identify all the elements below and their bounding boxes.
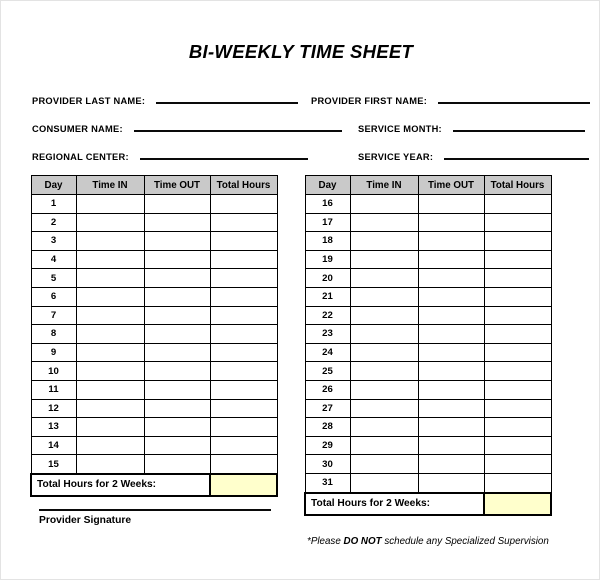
cell-time-out[interactable]: [144, 418, 210, 437]
cell-total-hours[interactable]: [210, 399, 277, 418]
cell-time-out[interactable]: [144, 325, 210, 344]
cell-time-out[interactable]: [418, 306, 484, 325]
cell-total-hours[interactable]: [210, 306, 277, 325]
cell-day: 26: [305, 380, 350, 399]
cell-day: 4: [31, 250, 76, 269]
field-provider-first-name: [311, 93, 590, 106]
cell-time-out[interactable]: [144, 380, 210, 399]
cell-day: 14: [31, 436, 76, 455]
cell-time-in[interactable]: [76, 399, 144, 418]
cell-day: 6: [31, 287, 76, 306]
field-regional-center-input[interactable]: [140, 149, 308, 160]
cell-time-out[interactable]: [144, 269, 210, 288]
cell-time-in[interactable]: [350, 380, 418, 399]
cell-time-out[interactable]: [418, 436, 484, 455]
cell-time-in[interactable]: [350, 418, 418, 437]
column-header-total-hours: Total Hours: [210, 176, 277, 195]
cell-total-hours[interactable]: [210, 250, 277, 269]
cell-total-hours[interactable]: [484, 325, 551, 344]
field-service-year-input[interactable]: [444, 149, 589, 160]
cell-time-in[interactable]: [76, 232, 144, 251]
cell-time-out[interactable]: [418, 473, 484, 492]
field-provider-last-name-input[interactable]: [156, 93, 298, 104]
cell-day: 30: [305, 455, 350, 474]
cell-total-hours[interactable]: [484, 455, 551, 474]
cell-time-out[interactable]: [418, 418, 484, 437]
cell-time-out[interactable]: [144, 250, 210, 269]
cell-total-hours[interactable]: [484, 436, 551, 455]
table-body-first-half: [31, 195, 277, 474]
table-row: [305, 250, 551, 269]
table-row: [305, 306, 551, 325]
table-row: [305, 399, 551, 418]
cell-time-in[interactable]: [76, 343, 144, 362]
table-row: [31, 287, 277, 306]
cell-time-in[interactable]: [350, 436, 418, 455]
page-title: BI-WEEKLY TIME SHEET: [188, 41, 414, 62]
table-row: [305, 418, 551, 437]
cell-day: 13: [31, 418, 76, 437]
footer-note-suffix: schedule any Specialized Supervision: [384, 536, 549, 547]
table-row: [305, 455, 551, 474]
cell-total-hours[interactable]: [210, 380, 277, 399]
footer-note-emphasis: DO NOT: [343, 536, 382, 547]
cell-total-hours[interactable]: [484, 195, 551, 214]
cell-day: 20: [305, 269, 350, 288]
cell-day: 10: [31, 362, 76, 381]
cell-day: 21: [305, 287, 350, 306]
cell-time-in[interactable]: [350, 325, 418, 344]
table-row: [31, 380, 277, 399]
timesheet-table-first-half: [30, 175, 278, 497]
table-row: [31, 306, 277, 325]
cell-day: 29: [305, 436, 350, 455]
table-row: [31, 343, 277, 362]
table-row: [31, 213, 277, 232]
cell-time-in[interactable]: [76, 436, 144, 455]
field-regional-center-label: REGIONAL CENTER:: [32, 152, 129, 162]
cell-day: 22: [305, 306, 350, 325]
cell-total-hours[interactable]: [484, 418, 551, 437]
table-row: [305, 213, 551, 232]
cell-time-in[interactable]: [350, 195, 418, 214]
table-row: [305, 436, 551, 455]
cell-time-in[interactable]: [76, 362, 144, 381]
cell-time-out[interactable]: [418, 213, 484, 232]
column-header-time-in: Time IN: [350, 176, 418, 195]
field-service-month-label: SERVICE MONTH:: [358, 124, 442, 134]
column-header-time-out: Time OUT: [418, 176, 484, 195]
cell-day: 18: [305, 232, 350, 251]
cell-time-in[interactable]: [350, 213, 418, 232]
column-header-total-hours: Total Hours: [484, 176, 551, 195]
cell-time-out[interactable]: [418, 343, 484, 362]
total-value-second-half[interactable]: [484, 493, 551, 515]
field-consumer-name-label: CONSUMER NAME:: [32, 124, 123, 134]
cell-total-hours[interactable]: [484, 287, 551, 306]
cell-time-in[interactable]: [350, 455, 418, 474]
cell-time-in[interactable]: [76, 287, 144, 306]
cell-total-hours[interactable]: [484, 213, 551, 232]
cell-day: 9: [31, 343, 76, 362]
cell-time-out[interactable]: [418, 380, 484, 399]
cell-time-in[interactable]: [76, 213, 144, 232]
table-row: [305, 343, 551, 362]
total-row-first-half: [31, 474, 277, 496]
cell-time-out[interactable]: [144, 399, 210, 418]
cell-time-in[interactable]: [350, 287, 418, 306]
cell-time-out[interactable]: [418, 250, 484, 269]
cell-total-hours[interactable]: [210, 325, 277, 344]
cell-total-hours[interactable]: [484, 399, 551, 418]
cell-time-out[interactable]: [144, 455, 210, 474]
table-row: [305, 325, 551, 344]
column-header-day: Day: [31, 176, 76, 195]
cell-time-out[interactable]: [144, 436, 210, 455]
field-service-month: [358, 121, 585, 134]
cell-time-in[interactable]: [76, 250, 144, 269]
cell-day: 7: [31, 306, 76, 325]
field-regional-center: [32, 149, 308, 162]
cell-day: 19: [305, 250, 350, 269]
table-row: [305, 380, 551, 399]
table-row: [305, 287, 551, 306]
cell-time-in[interactable]: [350, 362, 418, 381]
table-row: [31, 362, 277, 381]
table-row: [31, 269, 277, 288]
cell-day: 27: [305, 399, 350, 418]
cell-time-in[interactable]: [76, 325, 144, 344]
timesheet-table-second-half: [304, 175, 552, 516]
total-value-first-half[interactable]: [210, 474, 277, 496]
cell-time-out[interactable]: [418, 455, 484, 474]
cell-time-out[interactable]: [418, 399, 484, 418]
cell-day: 11: [31, 380, 76, 399]
table-row: [31, 195, 277, 214]
field-service-month-input[interactable]: [453, 121, 585, 132]
cell-time-in[interactable]: [350, 399, 418, 418]
cell-total-hours[interactable]: [210, 418, 277, 437]
field-consumer-name: [32, 121, 342, 134]
cell-time-in[interactable]: [350, 250, 418, 269]
cell-time-in[interactable]: [76, 418, 144, 437]
table-row: [305, 232, 551, 251]
cell-time-out[interactable]: [418, 287, 484, 306]
cell-time-out[interactable]: [144, 287, 210, 306]
cell-total-hours[interactable]: [210, 455, 277, 474]
cell-total-hours[interactable]: [484, 343, 551, 362]
cell-time-out[interactable]: [144, 195, 210, 214]
cell-day: 12: [31, 399, 76, 418]
cell-time-in[interactable]: [76, 195, 144, 214]
table-header-row: [305, 176, 551, 195]
table-row: [31, 436, 277, 455]
cell-time-in[interactable]: [350, 269, 418, 288]
cell-day: 28: [305, 418, 350, 437]
cell-total-hours[interactable]: [484, 250, 551, 269]
cell-total-hours[interactable]: [210, 269, 277, 288]
cell-time-out[interactable]: [144, 213, 210, 232]
cell-total-hours[interactable]: [484, 269, 551, 288]
cell-total-hours[interactable]: [484, 362, 551, 381]
cell-day: 1: [31, 195, 76, 214]
cell-total-hours[interactable]: [484, 473, 551, 492]
field-provider-first-name-input[interactable]: [438, 93, 590, 104]
cell-total-hours[interactable]: [210, 195, 277, 214]
table-row: [305, 362, 551, 381]
cell-day: 23: [305, 325, 350, 344]
cell-time-out[interactable]: [418, 362, 484, 381]
cell-day: 16: [305, 195, 350, 214]
cell-total-hours[interactable]: [484, 232, 551, 251]
cell-day: 8: [31, 325, 76, 344]
table-row: [31, 250, 277, 269]
cell-time-out[interactable]: [144, 343, 210, 362]
total-row-second-half: [305, 493, 551, 515]
cell-time-out[interactable]: [144, 362, 210, 381]
signature-label: Provider Signature: [39, 515, 132, 526]
cell-total-hours[interactable]: [210, 213, 277, 232]
field-provider-last-name: [32, 93, 298, 106]
footer-note-prefix: *Please: [307, 536, 341, 547]
table-row: [305, 269, 551, 288]
cell-time-out[interactable]: [418, 232, 484, 251]
total-label-second-half: Total Hours for 2 Weeks:: [305, 493, 484, 515]
cell-day: 2: [31, 213, 76, 232]
cell-day: 24: [305, 343, 350, 362]
cell-time-out[interactable]: [144, 306, 210, 325]
cell-day: 5: [31, 269, 76, 288]
cell-time-in[interactable]: [350, 343, 418, 362]
footer-note: [307, 536, 549, 547]
cell-time-in[interactable]: [76, 380, 144, 399]
table-row: [305, 473, 551, 492]
column-header-day: Day: [305, 176, 350, 195]
cell-day: 3: [31, 232, 76, 251]
table-row: [31, 455, 277, 474]
table-header-row: [31, 176, 277, 195]
cell-total-hours[interactable]: [210, 343, 277, 362]
cell-day: 25: [305, 362, 350, 381]
field-provider-last-name-label: PROVIDER LAST NAME:: [32, 96, 146, 106]
cell-time-out[interactable]: [418, 325, 484, 344]
cell-total-hours[interactable]: [210, 287, 277, 306]
cell-time-in[interactable]: [76, 269, 144, 288]
cell-total-hours[interactable]: [210, 436, 277, 455]
cell-time-in[interactable]: [350, 306, 418, 325]
table-row: [305, 195, 551, 214]
cell-total-hours[interactable]: [210, 232, 277, 251]
table-row: [31, 399, 277, 418]
field-consumer-name-input[interactable]: [134, 121, 342, 132]
column-header-time-out: Time OUT: [144, 176, 210, 195]
cell-day: 17: [305, 213, 350, 232]
field-service-year: [358, 149, 589, 162]
cell-total-hours[interactable]: [210, 362, 277, 381]
field-service-year-label: SERVICE YEAR:: [358, 152, 434, 162]
cell-day: 31: [305, 473, 350, 492]
column-header-time-in: Time IN: [76, 176, 144, 195]
cell-total-hours[interactable]: [484, 306, 551, 325]
signature-line[interactable]: [39, 509, 271, 511]
cell-time-out[interactable]: [418, 269, 484, 288]
table-body-second-half: [305, 195, 551, 493]
table-row: [31, 325, 277, 344]
table-row: [31, 232, 277, 251]
table-row: [31, 418, 277, 437]
total-label-first-half: Total Hours for 2 Weeks:: [31, 474, 210, 496]
cell-total-hours[interactable]: [484, 380, 551, 399]
cell-time-in[interactable]: [350, 473, 418, 492]
cell-time-out[interactable]: [144, 232, 210, 251]
cell-day: 15: [31, 455, 76, 474]
cell-time-in[interactable]: [350, 232, 418, 251]
cell-time-in[interactable]: [76, 455, 144, 474]
cell-time-in[interactable]: [76, 306, 144, 325]
field-provider-first-name-label: PROVIDER FIRST NAME:: [311, 96, 428, 106]
signature-block: [39, 509, 271, 526]
cell-time-out[interactable]: [418, 195, 484, 214]
